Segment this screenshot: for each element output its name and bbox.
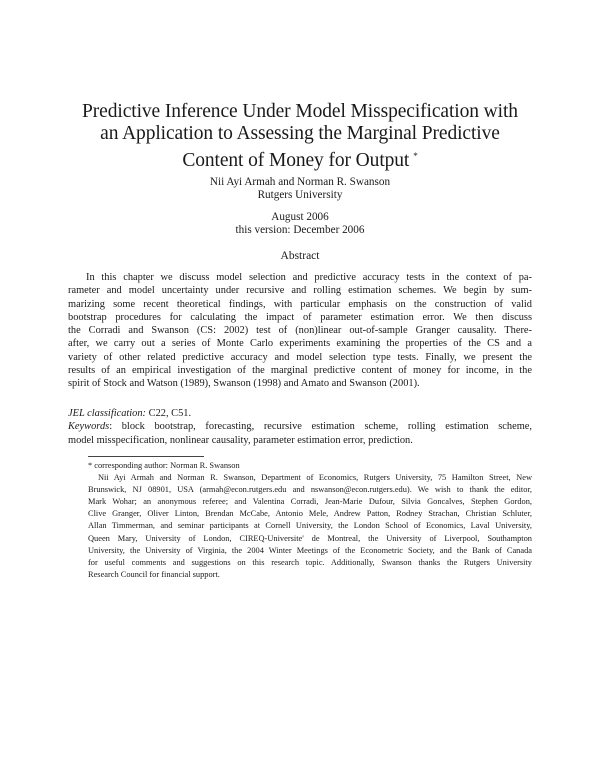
footnote-line: for useful comments and suggestions on this research topic. Additionally, Swanson thanks the Rutgers University — [88, 557, 532, 567]
keywords-line: model misspecification, nonlinear causality, parameter estimation error, prediction. — [68, 434, 413, 446]
footnote-line: Mark Wohar; an anonymous referee; and Valentina Corradi, Jean-Marie Dufour, Silvia Goncalves, Stephen Gordon, — [88, 497, 532, 507]
corresponding-author: * corresponding author: Norman R. Swanson — [88, 461, 240, 470]
jel-value: C22, C51. — [148, 408, 192, 419]
footnote-line: Queen Mary, University of London, CIREQ-Universite' de Montreal, the University of Liverpool, Southampton — [88, 533, 532, 543]
keywords-text: : block bootstrap, forecasting, recursive estimation scheme, rolling estimation scheme, — [109, 421, 532, 433]
paper-title — [60, 101, 540, 172]
abstract-line: the Corradi and Swanson (CS: 2002) test of (non)linear out-of-sample Granger causality. There- — [68, 325, 532, 337]
keywords-line — [68, 420, 532, 433]
footnote-block — [88, 460, 532, 581]
footnote-line: Nii Ayi Armah and Norman R. Swanson, Department of Economics, Rutgers University, 75 Hamilton Street, New — [98, 473, 532, 483]
abstract-line: results of an empirical investigation of the marginal predictive content of money for income, in the — [68, 365, 532, 377]
jel-classification — [68, 407, 532, 420]
abstract-line: marizing some recent theoretical findings, with particular emphasis on the construction of valid — [68, 298, 532, 310]
title-footnote-mark: * — [413, 151, 418, 161]
title-line: Predictive Inference Under Model Misspecification with — [82, 101, 518, 122]
abstract-body — [68, 271, 532, 391]
footnote-line: Research Council for financial support. — [88, 569, 220, 579]
abstract-line: In this chapter we discuss model selection and predictive accuracy tests in the context of pa- — [86, 272, 532, 283]
paper-date: August 2006 — [271, 211, 329, 223]
abstract-line: variety of other related predictive accuracy and model selection type tests. Finally, we present the — [68, 351, 532, 363]
footnote-line: University, the University of Virginia, the 2004 Winter Meetings of the Econometric Society, and the Bank of Canada — [88, 545, 532, 555]
abstract-line: after, we carry out a series of Monte Carlo experiments examining the properties of the CS and a — [68, 338, 532, 350]
footnote-line: Allan Timmerman, and seminar participants at Cornell University, the London School of Economics, Laval University, — [88, 521, 532, 531]
title-line: an Application to Assessing the Marginal Predictive — [100, 123, 500, 144]
abstract-line: spirit of Stock and Watson (1989), Swanson (1998) and Amato and Swanson (2001). — [68, 378, 420, 390]
abstract-line: rameter and model uncertainty under recursive and rolling estimation schemes. We begin by sum- — [68, 285, 532, 297]
date-block — [100, 211, 500, 237]
title-line-text: Content of Money for Output — [182, 150, 410, 171]
title-line — [60, 145, 540, 172]
abstract-line: bootstrap procedures for calculating the impact of parameter estimation error. We then discuss — [68, 311, 532, 323]
footnote-line: Clive Granger, Oliver Linton, Brendan McCabe, Antonio Mele, Andrew Patton, Rodney Strachan, Christian Schluter, — [88, 509, 532, 519]
keywords-label: Keywords — [68, 421, 110, 433]
paper-version: this version: December 2006 — [235, 224, 365, 236]
classification-block — [68, 407, 532, 447]
author-block — [100, 176, 500, 202]
footnote-line: Brunswick, NJ 08901, USA (armah@econ.rutgers.edu and nswanson@econ.rutgers.edu). We wish to thank the editor, — [88, 485, 532, 495]
abstract-heading: Abstract — [280, 250, 320, 262]
jel-label: JEL classification: — [68, 408, 147, 419]
footnote-divider — [88, 456, 204, 457]
author-names: Nii Ayi Armah and Norman R. Swanson — [209, 176, 391, 188]
author-affiliation: Rutgers University — [257, 189, 343, 201]
